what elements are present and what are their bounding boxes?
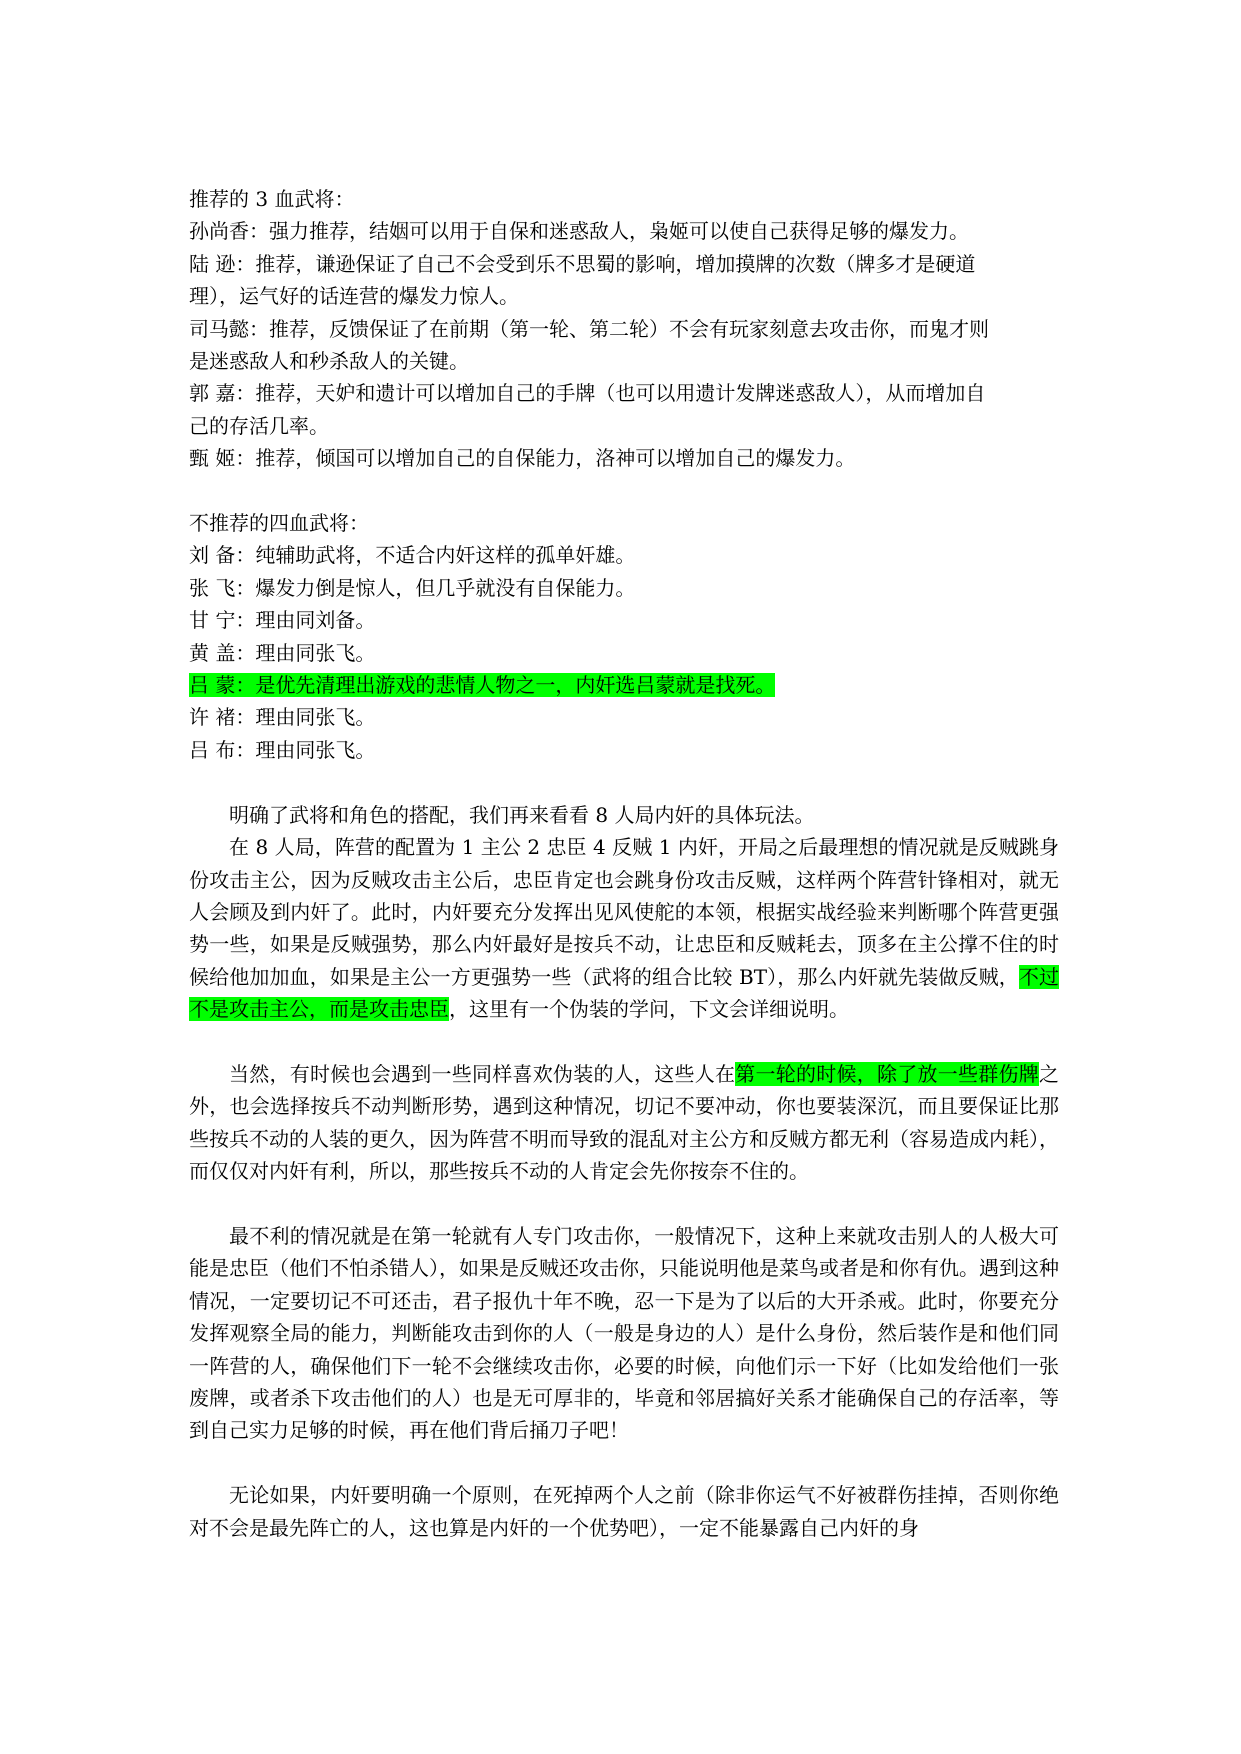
not-recommended-item: 黄 盖：理由同张飞。 <box>189 640 376 665</box>
not-recommended-item: 刘 备：纯辅助武将，不适合内奸这样的孤单奸雄。 <box>189 543 636 568</box>
recommended-item: 甄 姬：推荐，倾国可以增加自己的自保能力，洛神可以增加自己的爆发力。 <box>189 446 856 471</box>
highlighted-text: 不过不是攻击主公，而是攻击忠臣 <box>189 964 1059 1022</box>
recommended-item: 己的存活几率。 <box>189 413 329 438</box>
not-recommended-item: 吕 布：理由同张飞。 <box>189 737 376 762</box>
not-recommended-item: 许 褚：理由同张飞。 <box>189 705 376 730</box>
not-recommended-item-highlighted <box>189 669 1059 701</box>
document-body <box>189 183 1059 1544</box>
paragraph-text: 在 8 人局，阵营的配置为 1 主公 2 忠臣 4 反贼 1 内奸，开局之后最理想的情况就是反贼跳身份攻击主公，因为反贼攻击主公后，忠臣肯定也会跳身份攻击反贼，这样两个阵营针锋相对，就无人会顾及到内奸了。此时，内奸要充分发挥出见风使舵的本领，根据实战经验来判断哪个阵营更强势一些，如果是反贼强势，那么内奸最好是按兵不动，让忠臣和反贼耗去，顶多在主公撑不住的时候给他加加血，如果是主公一方更强势一些（武将的组合比较 BT），那么内奸就先装做反贼， <box>189 835 1059 989</box>
recommended-item: 司马懿：推荐，反馈保证了在前期（第一轮、第二轮）不会有玩家刻意去攻击你，而鬼才则 <box>189 316 989 341</box>
paragraph-eight-player <box>189 831 1059 1025</box>
spacer <box>189 1026 1059 1058</box>
spacer <box>189 1188 1059 1220</box>
paragraph-text: ，这里有一个伪装的学问，下文会详细说明。 <box>449 997 849 1022</box>
spacer <box>189 766 1059 798</box>
recommended-item: 郭 嘉：推荐，天妒和遗计可以增加自己的手牌（也可以用遗计发牌迷惑敌人），从而增加自 <box>189 381 986 406</box>
paragraph-disguise <box>189 1058 1059 1188</box>
recommended-item: 是迷惑敌人和秒杀敌人的关键。 <box>189 349 469 374</box>
paragraph-text: 之外，也会选择按兵不动判断形势，遇到这种情况，切记不要冲动，你也要装深沉，而且要保证比那些按兵不动的人装的更久，因为阵营不明而导致的混乱对主公方和反贼方都无利（容易造成内耗），而仅仅对内奸有利，所以，那些按兵不动的人肯定会先你按奈不住的。 <box>189 1061 1059 1184</box>
highlighted-text: 第一轮的时候，除了放一些群伤牌 <box>735 1061 1039 1086</box>
paragraph-text: 当然，有时候也会遇到一些同样喜欢伪装的人，这些人在 <box>229 1061 736 1086</box>
recommended-item: 孙尚香：强力推荐，结姻可以用于自保和迷惑敌人，枭姬可以使自己获得足够的爆发力。 <box>189 219 969 244</box>
paragraph-attacked: 最不利的情况就是在第一轮就有人专门攻击你，一般情况下，这种上来就攻击别人的人极大可能是忠臣（他们不怕杀错人），如果是反贼还攻击你，只能说明他是菜鸟或者是和你有仇。遇到这种情况，一定要切记不可还击，君子报仇十年不晚，忍一下是为了以后的大开杀戒。此时，你要充分发挥观察全局的能力，判断能攻击到你的人（一般是身边的人）是什么身份，然后装作是和他们同一阵营的人，确保他们下一轮不会继续攻击你，必要的时候，向他们示一下好（比如发给他们一张废牌，或者杀下攻击他们的人）也是无可厚非的，毕竟和邻居搞好关系才能确保自己的存活率，等到自己实力足够的时候，再在他们背后捅刀子吧！ <box>189 1223 1059 1443</box>
recommended-item: 陆 逊：推荐，谦逊保证了自己不会受到乐不思蜀的影响，增加摸牌的次数（牌多才是硬道 <box>189 251 976 276</box>
not-recommended-item: 甘 宁：理由同刘备。 <box>189 608 376 633</box>
spacer <box>189 475 1059 507</box>
recommended-heading: 推荐的 3 血武将： <box>189 187 355 211</box>
not-recommended-item: 张 飞：爆发力倒是惊人，但几乎就没有自保能力。 <box>189 575 636 600</box>
highlighted-text: 吕 蒙：是优先清理出游戏的悲情人物之一，内奸选吕蒙就是找死。 <box>189 673 776 698</box>
paragraph-intro: 明确了武将和角色的搭配，我们再来看看 8 人局内奸的具体玩法。 <box>229 802 815 827</box>
not-recommended-heading: 不推荐的四血武将： <box>189 511 369 536</box>
paragraph-principle: 无论如果，内奸要明确一个原则，在死掉两个人之前（除非你运气不好被群伤挂掉，否则你绝对不会是最先阵亡的人，这也算是内奸的一个优势吧），一定不能暴露自己内奸的身 <box>189 1483 1059 1540</box>
recommended-item: 理），运气好的话连营的爆发力惊人。 <box>189 284 519 309</box>
spacer <box>189 1447 1059 1479</box>
